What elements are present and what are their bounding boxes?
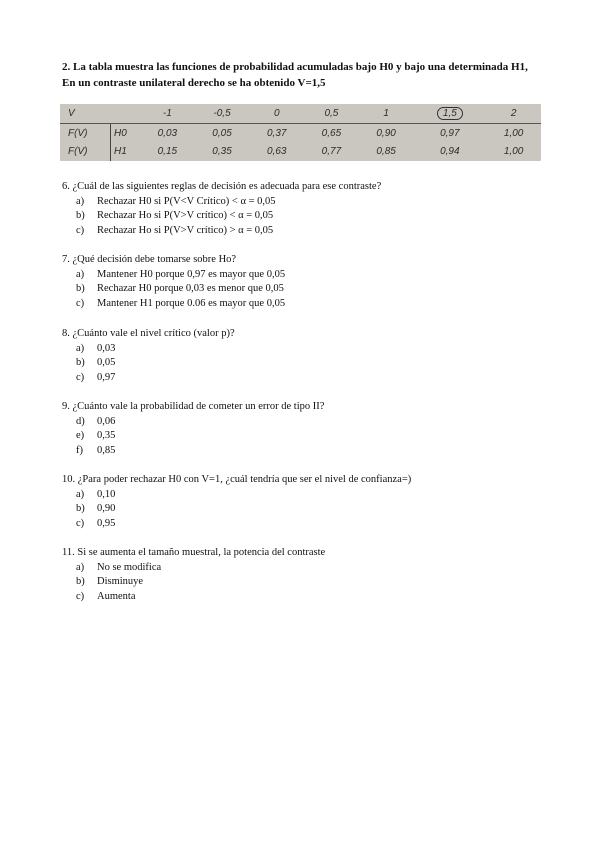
answer-option: b) 0,90: [76, 503, 116, 515]
table-cell: 0,05: [212, 127, 232, 139]
intro-line-2: En un contraste unilateral derecho se ha obtenido V=1,5: [62, 77, 326, 89]
table-cell: 0,94: [440, 146, 460, 158]
v-cell: 0,5: [304, 104, 359, 123]
question-10: [62, 473, 562, 532]
v-cell: -0,5: [195, 104, 250, 123]
table-cell: 0,03: [157, 127, 178, 139]
answer-option: c) Mantener H1 porque 0.06 es mayor que 0,05: [76, 298, 286, 310]
v-cell: 1: [359, 104, 414, 123]
question-9: [62, 400, 562, 459]
answer-option: b) Rechazar H0 porque 0,03 es menor que 0,05: [76, 283, 284, 295]
hypothesis-label: H1: [111, 143, 141, 161]
question-title: 10. ¿Para poder rechazar H0 con V=1, ¿cuál tendría que ser el nivel de confianza=): [62, 474, 412, 485]
intro-line-1: 2. La tabla muestra las funciones de probabilidad acumuladas bajo H0 y bajo una determinada H1,: [62, 61, 528, 73]
probability-table: [60, 104, 541, 161]
answer-option: a) Mantener H0 porque 0,97 es mayor que 0,05: [76, 268, 286, 280]
row-label: F(V): [68, 146, 88, 158]
answer-option: a) No se modifica: [76, 561, 162, 573]
answer-option: a) Rechazar H0 si P(V<V Crítico) < α = 0,05: [76, 195, 276, 207]
answer-option: b) Disminuye: [76, 576, 144, 588]
question-title: 7. ¿Qué decisión debe tomarse sobre Ho?: [62, 254, 237, 265]
row-label: F(V): [68, 127, 88, 139]
table-cell: 0,77: [321, 146, 342, 158]
table-cell: 1,00: [503, 146, 524, 158]
answer-option: c) 0,97: [76, 372, 116, 384]
v-cell: -1: [140, 104, 195, 123]
question-6: [62, 180, 562, 239]
table-cell: 0,85: [376, 146, 396, 158]
hypothesis-label: H0: [111, 123, 141, 142]
table-row-h0: [60, 123, 541, 142]
question-title: 9. ¿Cuánto vale la probabilidad de cometer un error de tipo II?: [62, 401, 325, 412]
question-title: 6. ¿Cuál de las siguientes reglas de decisión es adecuada para ese contraste?: [62, 181, 382, 192]
v-cell: 2: [486, 104, 541, 123]
answer-option: b) Rechazar Ho si P(V>V crítico) < α = 0,05: [76, 210, 274, 222]
answer-option: c) 0,95: [76, 518, 116, 530]
table-cell: 0,35: [212, 146, 232, 158]
table-row-v: [60, 104, 541, 123]
answer-option: b) 0,05: [76, 357, 116, 369]
table-cell: 0,97: [440, 127, 460, 139]
v-cell: 0: [249, 104, 304, 123]
v-cell-circled: 1,5: [413, 104, 486, 123]
table-cell: 0,63: [266, 146, 287, 158]
table-cell: 0,90: [376, 127, 396, 139]
question-title: 11. Si se aumenta el tamaño muestral, la potencia del contraste: [62, 547, 326, 558]
table-row-h1: [60, 143, 541, 161]
question-title: 8. ¿Cuánto vale el nivel crítico (valor p)?: [62, 328, 235, 339]
table-cell: 0,65: [321, 127, 342, 139]
answer-option: a) 0,10: [76, 488, 116, 500]
answer-option: f) 0,85: [76, 445, 116, 457]
v-header: V: [60, 104, 111, 123]
table-cell: 0,15: [157, 146, 178, 158]
question-7: [62, 253, 562, 312]
table-cell: 0,37: [266, 127, 287, 139]
question-8: [62, 327, 562, 386]
intro-text: [62, 59, 552, 91]
answer-option: c) Rechazar Ho si P(V>V crítico) > α = 0,05: [76, 225, 274, 237]
question-11: [62, 546, 562, 605]
answer-option: d) 0,06: [76, 415, 116, 427]
answer-option: c) Aumenta: [76, 591, 136, 603]
probability-table-photo: [60, 104, 541, 161]
answer-option: e) 0,35: [76, 430, 116, 442]
answer-option: a) 0,03: [76, 342, 116, 354]
table-cell: 1,00: [503, 127, 524, 139]
